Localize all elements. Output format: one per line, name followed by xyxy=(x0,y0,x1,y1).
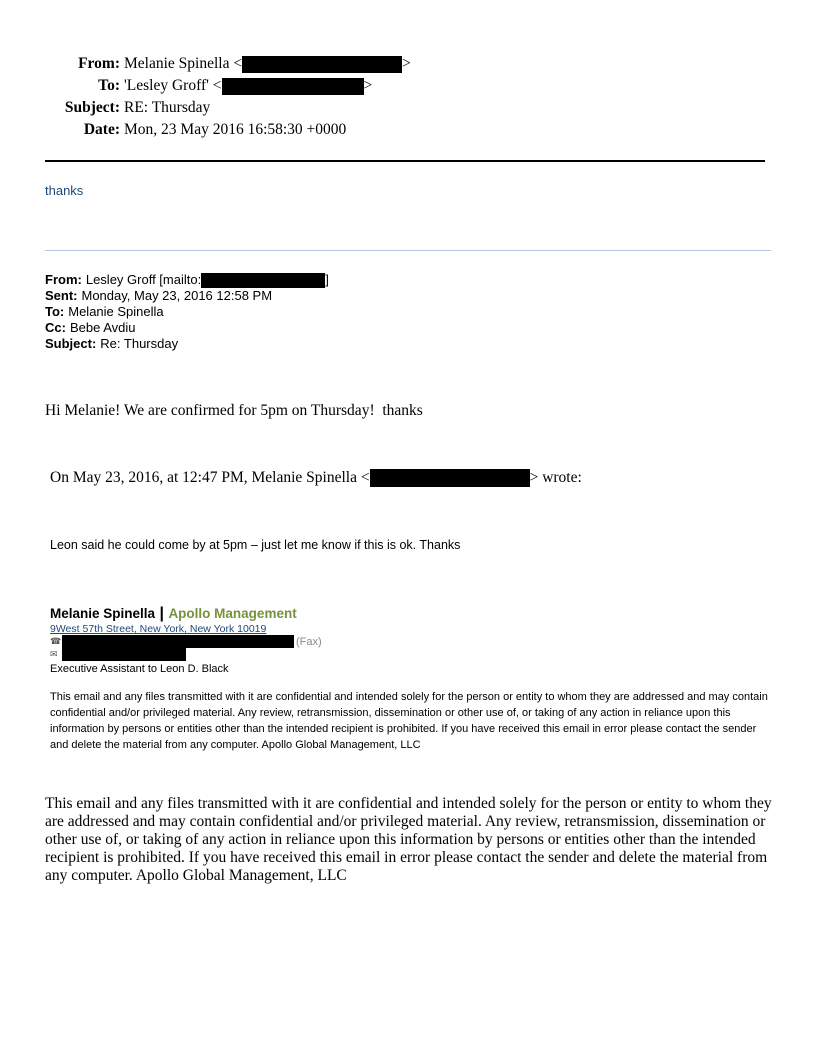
from-close: > xyxy=(402,55,411,72)
header-from-row xyxy=(0,53,816,75)
reply-body: thanks xyxy=(45,183,84,198)
quoted-cc-row xyxy=(45,320,329,336)
signature-separator: | xyxy=(159,605,164,622)
envelope-icon: ✉ xyxy=(50,649,58,659)
quoted-from-label: From: xyxy=(45,272,82,287)
redacted-email xyxy=(370,469,530,487)
header-to-row xyxy=(0,75,816,97)
header-date-row xyxy=(0,119,816,141)
nested-body: Leon said he could come by at 5pm – just let me know if this is ok. Thanks xyxy=(50,538,461,552)
redacted-email xyxy=(242,56,402,73)
quoted-sent-row xyxy=(45,288,329,304)
signature-name: Melanie Spinella xyxy=(50,606,156,621)
header-divider xyxy=(45,160,765,162)
nested-attribution xyxy=(50,469,582,487)
quoted-to-row xyxy=(45,304,329,320)
email-header xyxy=(0,53,816,141)
date-label: Date: xyxy=(83,121,120,138)
to-label: To: xyxy=(98,77,120,94)
wrote-prefix: On May 23, 2016, at 12:47 PM, Melanie Spinella < xyxy=(50,469,370,486)
quoted-body: Hi Melanie! We are confirmed for 5pm on Thursday! thanks xyxy=(45,402,423,419)
quoted-subject-value: Re: Thursday xyxy=(100,336,179,351)
quoted-subject-label: Subject: xyxy=(45,336,97,351)
signature-phone-row xyxy=(50,635,322,648)
quote-divider xyxy=(45,250,771,251)
disclaimer-large: This email and any files transmitted with it are confidential and intended solely for the person or entity to whom they are addressed and may contain confidential and/or privileged material. Any review, retransmission, dissemination or other use of, or taking of any action in reliance upon this information by persons or entities other than the intended recipient is prohibited. If you have received this email in error please contact the sender and delete the material from any computer. Apollo Global Management, LLC xyxy=(45,795,772,884)
to-close: > xyxy=(363,77,373,94)
signature-block xyxy=(50,605,322,675)
redacted-email xyxy=(62,648,186,661)
quoted-subject-row xyxy=(45,336,329,352)
quoted-sent-value: Monday, May 23, 2016 12:58 PM xyxy=(81,288,273,303)
redacted-phone xyxy=(62,635,294,648)
quoted-header xyxy=(45,272,329,352)
to-value: 'Lesley Groff' < xyxy=(124,77,222,94)
quoted-from-row xyxy=(45,272,329,288)
quoted-cc-label: Cc: xyxy=(45,320,66,335)
disclaimer-small: This email and any files transmitted with it are confidential and intended solely for the person or entity to whom they are addressed and may contain confidential and/or privileged material. Any review, retransmission, dissemination or other use of, or taking of any action in reliance upon this information by persons or entities other than the intended recipient is prohibited. If you have received this email in error please contact the sender and delete the material from any computer. Apollo Global Management, LLC xyxy=(50,691,768,751)
quoted-cc-value: Bebe Avdiu xyxy=(69,320,136,335)
redacted-email xyxy=(201,273,325,288)
signature-title: Executive Assistant to Leon D. Black xyxy=(50,663,229,675)
quoted-to-value: Melanie Spinella xyxy=(68,304,164,319)
subject-value: RE: Thursday xyxy=(124,99,211,116)
quoted-sent-label: Sent: xyxy=(45,288,78,303)
date-value: Mon, 23 May 2016 16:58:30 +0000 xyxy=(124,121,347,138)
subject-label: Subject: xyxy=(64,99,120,116)
phone-icon: ☎ xyxy=(50,636,62,646)
quoted-from-value: Lesley Groff [mailto: xyxy=(85,272,202,287)
wrote-suffix: > wrote: xyxy=(529,469,582,486)
quoted-from-close: ] xyxy=(325,272,329,287)
fax-label: (Fax) xyxy=(296,635,322,648)
from-label: From: xyxy=(78,55,120,72)
signature-email-row xyxy=(50,648,322,661)
quoted-to-label: To: xyxy=(45,304,65,319)
from-value: Melanie Spinella < xyxy=(124,55,243,72)
header-subject-row xyxy=(0,97,816,119)
signature-company: Apollo Management xyxy=(168,606,297,621)
signature-address[interactable]: 9West 57th Street, New York, New York 10019 xyxy=(50,623,267,635)
redacted-email xyxy=(222,78,364,95)
